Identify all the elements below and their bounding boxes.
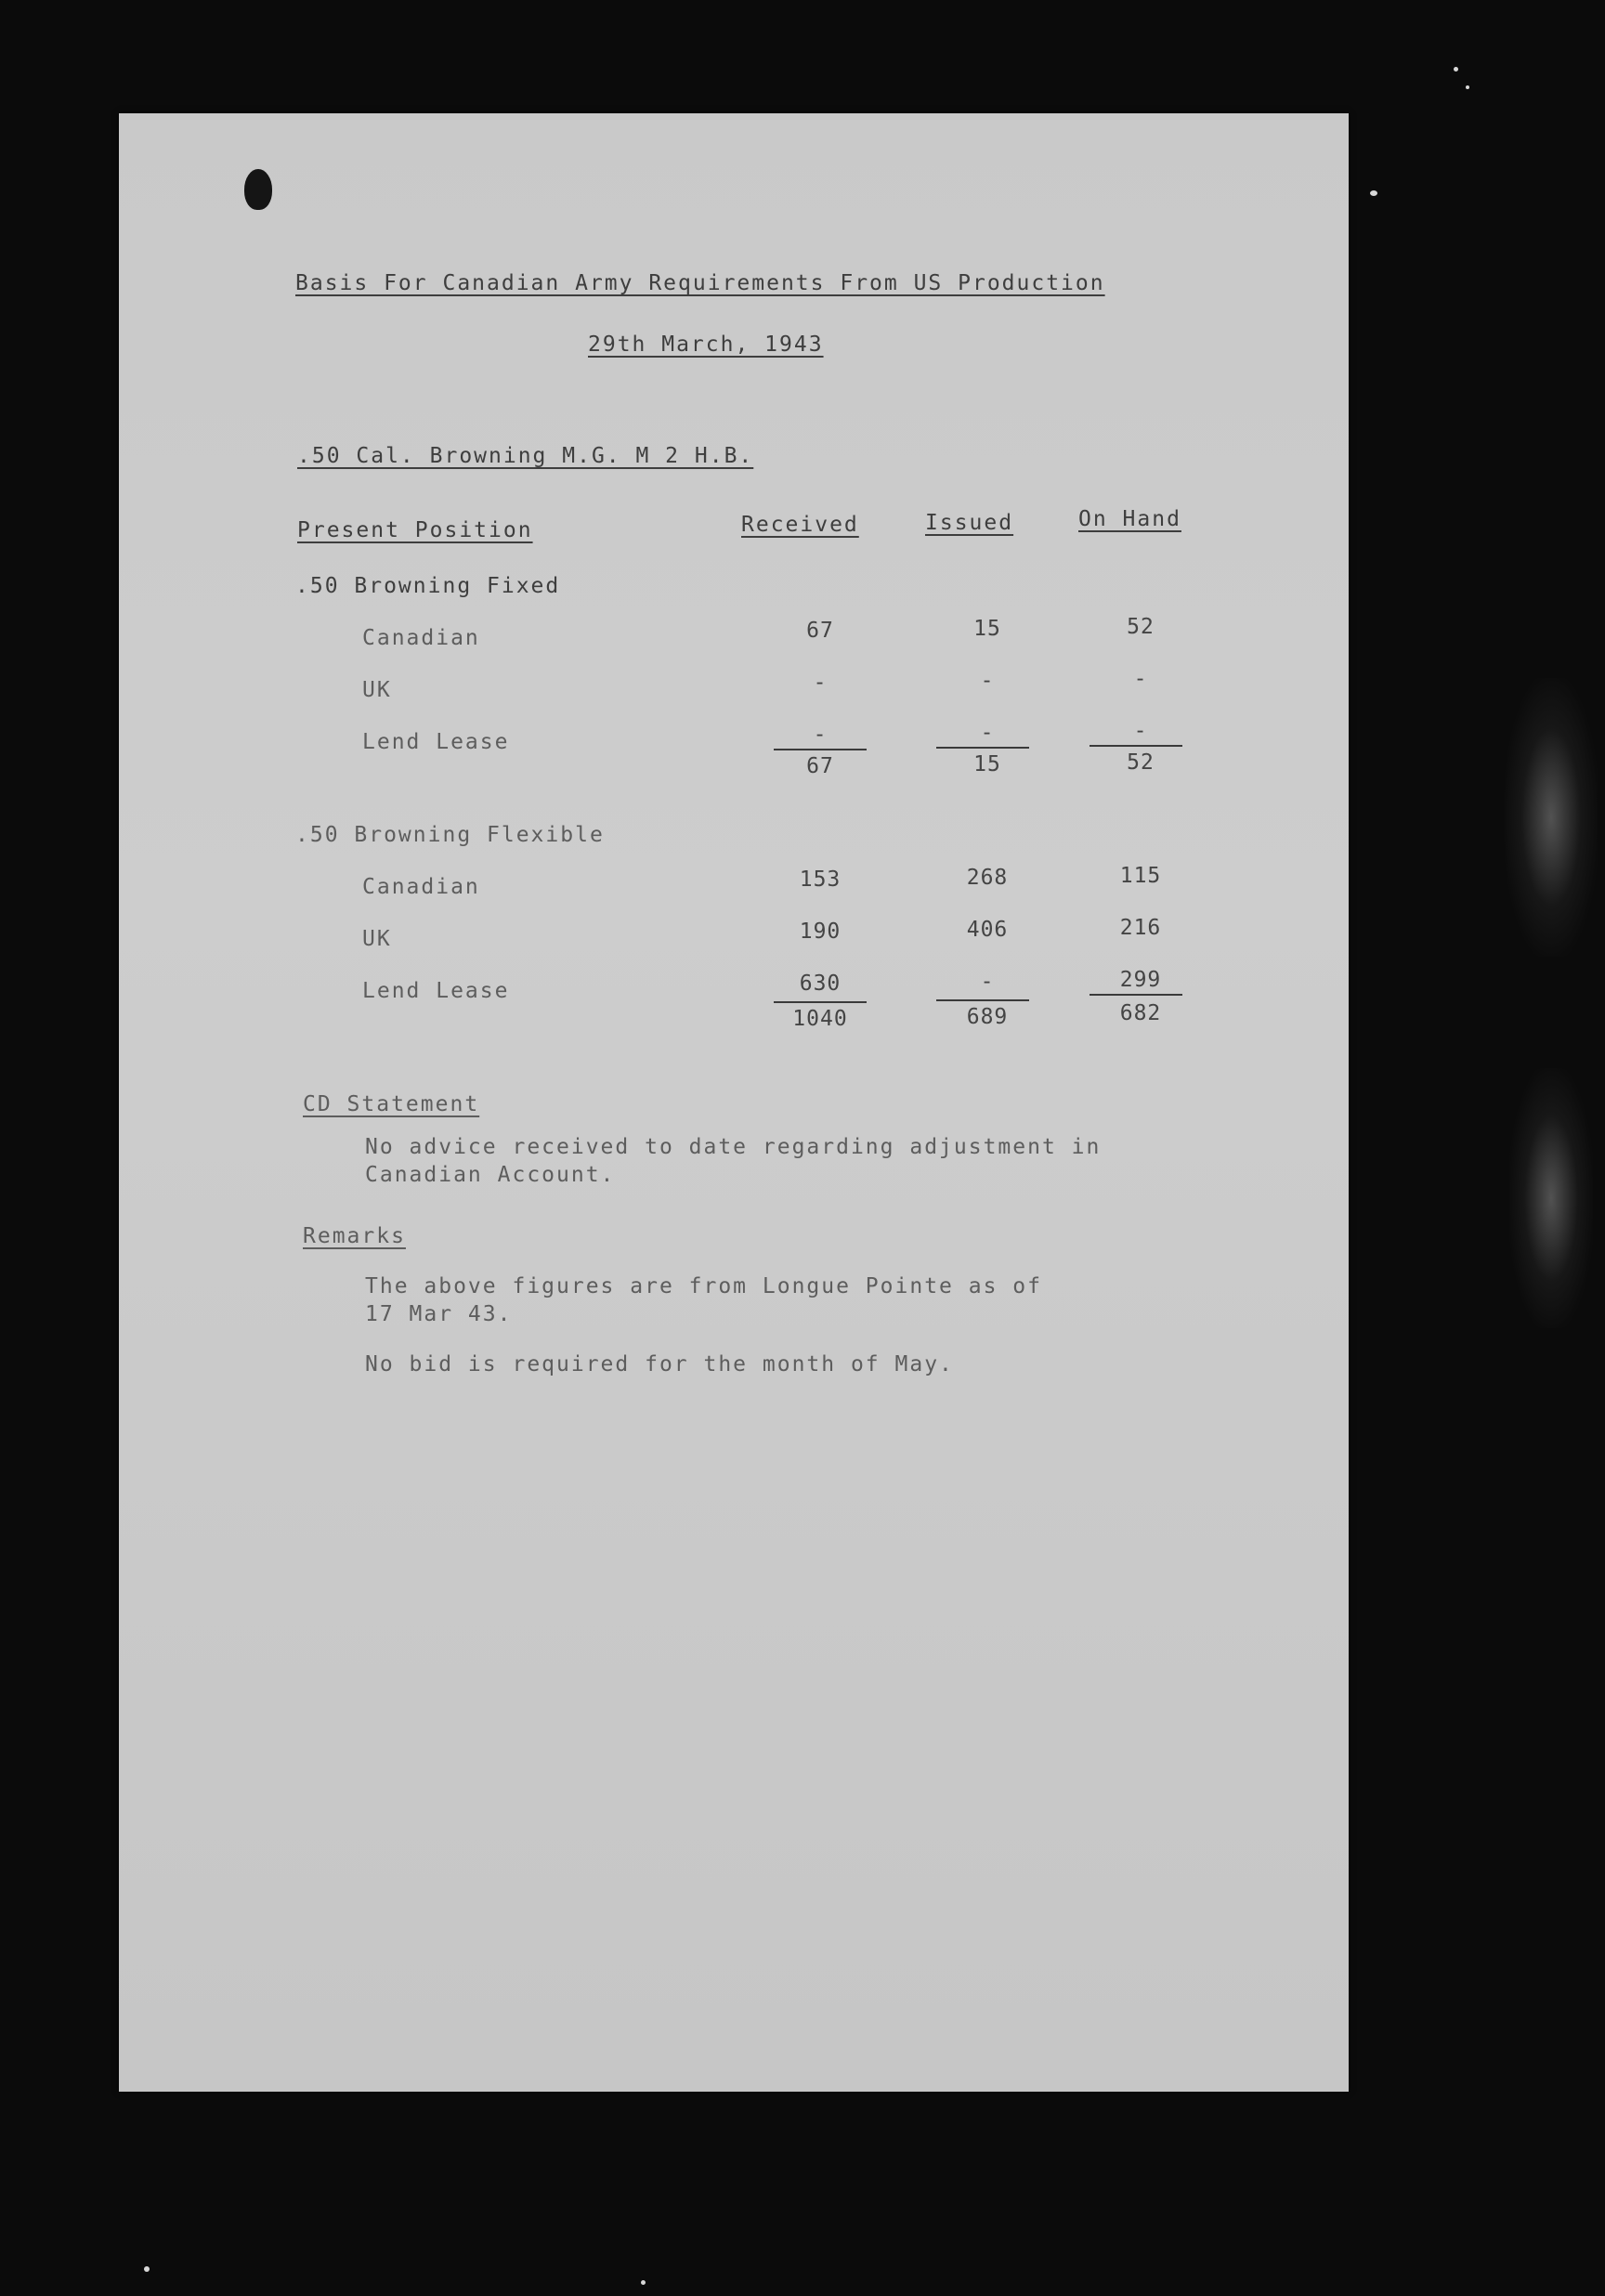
film-glare-upper: [1505, 678, 1598, 957]
total-issued: 15: [973, 752, 1001, 776]
subtotal-rule: [774, 1001, 867, 1003]
cell-received: -: [813, 671, 828, 695]
group-heading-fixed: .50 Browning Fixed: [295, 574, 561, 598]
total-received: 1040: [792, 1007, 848, 1031]
cell-on-hand: -: [1133, 719, 1148, 743]
cell-on-hand: 299: [1119, 968, 1162, 992]
remarks-line: The above figures are from Longue Pointe as of: [365, 1274, 1042, 1298]
row-label: Lend Lease: [362, 730, 510, 754]
remarks-line: 17 Mar 43.: [365, 1302, 513, 1326]
total-on-hand: 52: [1127, 750, 1155, 775]
cell-on-hand: 52: [1127, 615, 1155, 639]
row-label: UK: [362, 927, 392, 951]
cell-issued: -: [980, 970, 995, 994]
film-speck: [144, 2266, 150, 2272]
cd-statement-line: Canadian Account.: [365, 1163, 616, 1187]
cell-issued: 406: [966, 918, 1009, 942]
cell-received: 153: [799, 868, 842, 892]
cell-received: 190: [799, 920, 842, 944]
total-received: 67: [806, 754, 834, 778]
cell-received: 630: [799, 972, 842, 996]
column-header-issued: Issued: [925, 511, 1014, 535]
total-on-hand: 682: [1119, 1001, 1162, 1025]
cell-on-hand: 115: [1119, 864, 1162, 888]
row-label: Canadian: [362, 626, 480, 650]
row-label: Canadian: [362, 875, 480, 899]
punch-hole-mark: [244, 169, 272, 210]
cd-statement-heading: CD Statement: [303, 1092, 480, 1116]
subtotal-rule: [1090, 994, 1182, 996]
row-label: UK: [362, 678, 392, 702]
cd-statement-line: No advice received to date regarding adjustment in: [365, 1135, 1102, 1159]
document-title: Basis For Canadian Army Requirements From US Production: [295, 271, 1105, 295]
film-speck: [1466, 85, 1469, 89]
column-header-received: Received: [741, 513, 859, 537]
film-speck: [641, 2280, 646, 2285]
cell-issued: -: [980, 669, 995, 693]
row-label: Lend Lease: [362, 979, 510, 1003]
cell-received: -: [813, 723, 828, 747]
film-speck: [1370, 190, 1377, 196]
cell-received: 67: [806, 619, 834, 643]
subtotal-rule: [774, 749, 867, 750]
column-header-on-hand: On Hand: [1078, 507, 1181, 531]
cell-on-hand: 216: [1119, 916, 1162, 940]
cell-issued: 268: [966, 866, 1009, 890]
cell-issued: 15: [973, 617, 1001, 641]
remarks-line: No bid is required for the month of May.: [365, 1352, 954, 1376]
subtotal-rule: [936, 999, 1029, 1001]
document-page: [119, 113, 1349, 2092]
film-speck: [1454, 67, 1458, 72]
document-date: 29th March, 1943: [588, 333, 824, 357]
film-glare-lower: [1509, 1068, 1593, 1328]
subtotal-rule: [936, 747, 1029, 749]
total-issued: 689: [966, 1005, 1009, 1029]
column-header-position: Present Position: [297, 518, 533, 542]
subtotal-rule: [1090, 745, 1182, 747]
cell-issued: -: [980, 721, 995, 745]
group-heading-flexible: .50 Browning Flexible: [295, 823, 605, 847]
cell-on-hand: -: [1133, 667, 1148, 691]
remarks-heading: Remarks: [303, 1224, 406, 1248]
item-heading: .50 Cal. Browning M.G. M 2 H.B.: [297, 444, 754, 468]
